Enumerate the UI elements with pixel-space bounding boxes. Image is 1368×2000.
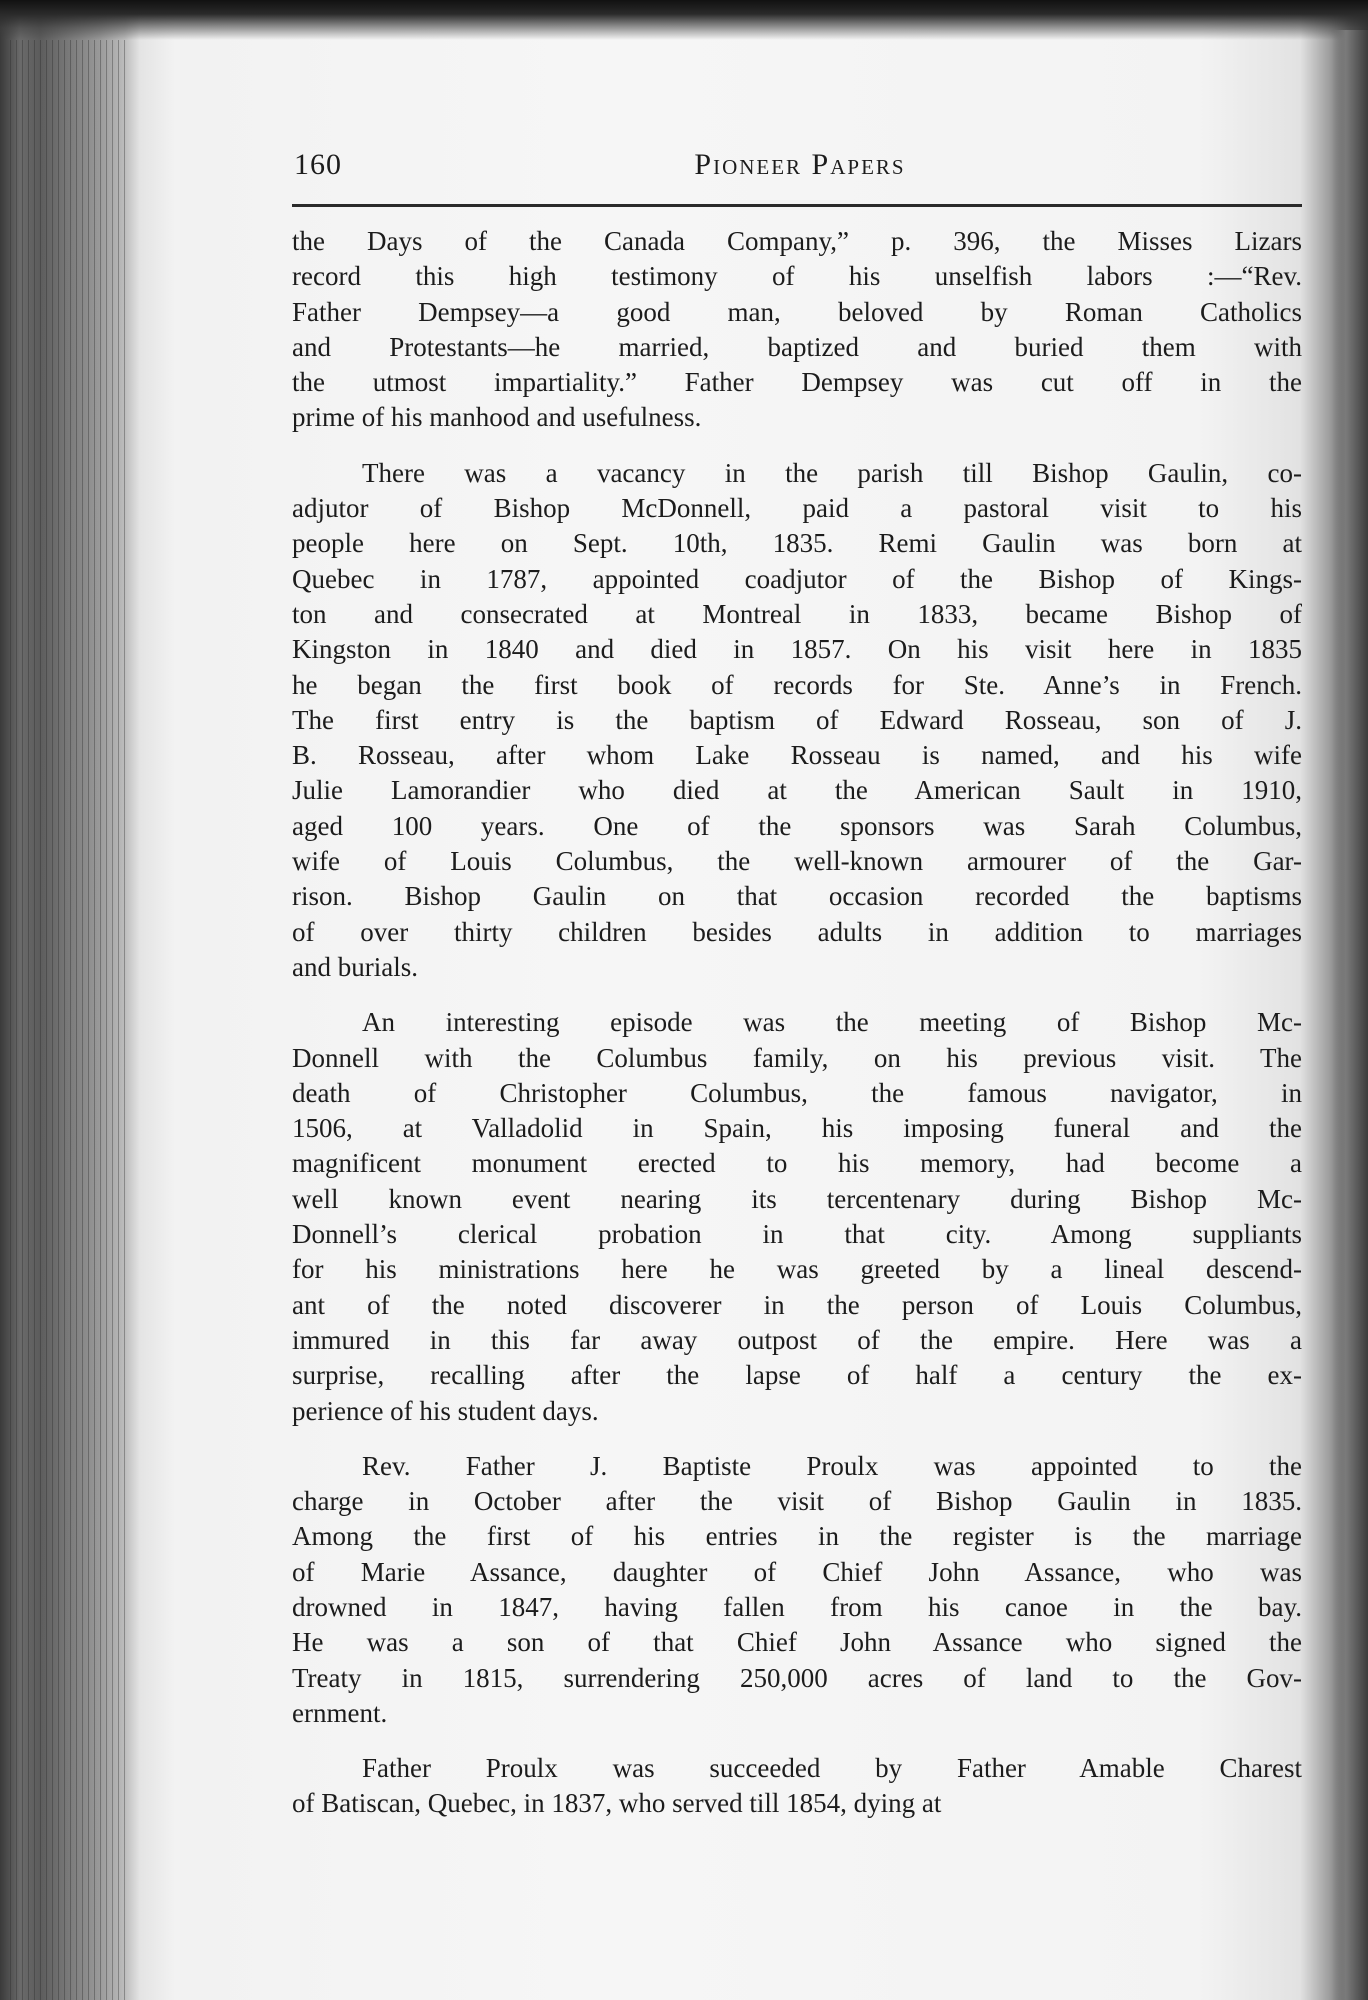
text-line: Treaty in 1815, surrendering 250,000 acres of land to the Gov- — [292, 1662, 1302, 1693]
text-line-content: Father Proulx was succeeded by Father Amable Charest — [362, 1753, 1302, 1784]
text-line: Donnell’s clerical probation in that city. Among suppliants — [292, 1219, 1302, 1250]
text-line: charge in October after the visit of Bishop Gaulin in 1835. — [292, 1486, 1302, 1517]
running-head: Pioneer Papers — [694, 148, 906, 181]
text-line: well known event nearing its tercentenary during Bishop Mc- — [292, 1183, 1302, 1214]
text-line: Kingston in 1840 and died in 1857. On his visit here in 1835 — [292, 634, 1302, 665]
text-line: and Protestants—he married, baptized and buried them with — [292, 331, 1302, 362]
text-line: ant of the noted discoverer in the person of Louis Columbus, — [292, 1289, 1302, 1320]
page-number: 160 — [294, 148, 342, 181]
text-line: the utmost impartiality.” Father Dempsey was cut off in the — [292, 367, 1302, 398]
text-line: perience of his student days. — [292, 1395, 599, 1426]
text-line: and burials. — [292, 951, 418, 982]
text-line: wife of Louis Columbus, the well-known armourer of the Gar- — [292, 846, 1302, 877]
text-line: aged 100 years. One of the sponsors was Sarah Columbus, — [292, 810, 1302, 841]
text-line: for his ministrations here he was greeted by a lineal descend- — [292, 1254, 1302, 1285]
text-line: Among the first of his entries in the register is the marriage — [292, 1521, 1302, 1552]
text-line: Donnell with the Columbus family, on his previous visit. The — [292, 1042, 1302, 1073]
text-line: drowned in 1847, having fallen from his canoe in the bay. — [292, 1591, 1302, 1622]
text-line: death of Christopher Columbus, the famous navigator, in — [292, 1077, 1302, 1108]
paragraph — [292, 1449, 1302, 1731]
text-line: ernment. — [292, 1697, 388, 1728]
text-line — [292, 1751, 1302, 1786]
text-line: the Days of the Canada Company,” p. 396, the Misses Lizars — [292, 226, 1302, 256]
text-line — [292, 1449, 1302, 1484]
text-line-content: An interesting episode was the meeting of Bishop Mc- — [362, 1007, 1302, 1038]
printed-page — [292, 140, 1308, 1819]
text-line: of Marie Assance, daughter of Chief John Assance, who was — [292, 1556, 1302, 1587]
text-line: people here on Sept. 10th, 1835. Remi Gaulin was born at — [292, 528, 1302, 559]
paragraph — [292, 1751, 1302, 1822]
text-line: Father Dempsey—a good man, beloved by Roman Catholics — [292, 296, 1302, 327]
text-line: he began the first book of records for Ste. Anne’s in French. — [292, 669, 1302, 700]
text-line: of over thirty children besides adults in addition to marriages — [292, 916, 1302, 947]
text-line: Quebec in 1787, appointed coadjutor of the Bishop of Kings- — [292, 563, 1302, 594]
text-line: immured in this far away outpost of the empire. Here was a — [292, 1324, 1302, 1355]
text-line: Julie Lamorandier who died at the American Sault in 1910, — [292, 775, 1302, 806]
page-stack-edge — [10, 40, 130, 2000]
top-shadow — [0, 0, 1368, 40]
text-line — [292, 1005, 1302, 1040]
text-line — [292, 456, 1302, 491]
text-line: of Batiscan, Quebec, in 1837, who served till 1854, dying at — [292, 1788, 942, 1819]
text-line-content: There was a vacancy in the parish till Bishop Gaulin, co- — [362, 457, 1302, 488]
text-line: The first entry is the baptism of Edward Rosseau, son of J. — [292, 704, 1302, 735]
paragraph — [292, 456, 1302, 985]
text-line: record this high testimony of his unselfish labors :—“Rev. — [292, 261, 1302, 292]
text-line: prime of his manhood and usefulness. — [292, 402, 702, 433]
text-line: surprise, recalling after the lapse of half a century the ex- — [292, 1360, 1302, 1391]
text-line: adjutor of Bishop McDonnell, paid a pastoral visit to his — [292, 493, 1302, 524]
paragraph — [292, 1005, 1302, 1429]
header-rule — [292, 204, 1302, 207]
page-header — [292, 140, 1308, 188]
paragraph — [292, 224, 1302, 436]
text-line: ton and consecrated at Montreal in 1833, became Bishop of — [292, 598, 1302, 629]
text-line: B. Rosseau, after whom Lake Rosseau is named, and his wife — [292, 740, 1302, 771]
right-binding-shadow — [1332, 30, 1368, 2000]
text-line: magnificent monument erected to his memory, had become a — [292, 1148, 1302, 1179]
text-line: rison. Bishop Gaulin on that occasion recorded the baptisms — [292, 881, 1302, 912]
text-line: He was a son of that Chief John Assance who signed the — [292, 1627, 1302, 1658]
text-line-content: Rev. Father J. Baptiste Proulx was appointed to the — [362, 1450, 1302, 1481]
text-line: 1506, at Valladolid in Spain, his imposing funeral and the — [292, 1113, 1302, 1144]
page-body — [292, 224, 1302, 1842]
